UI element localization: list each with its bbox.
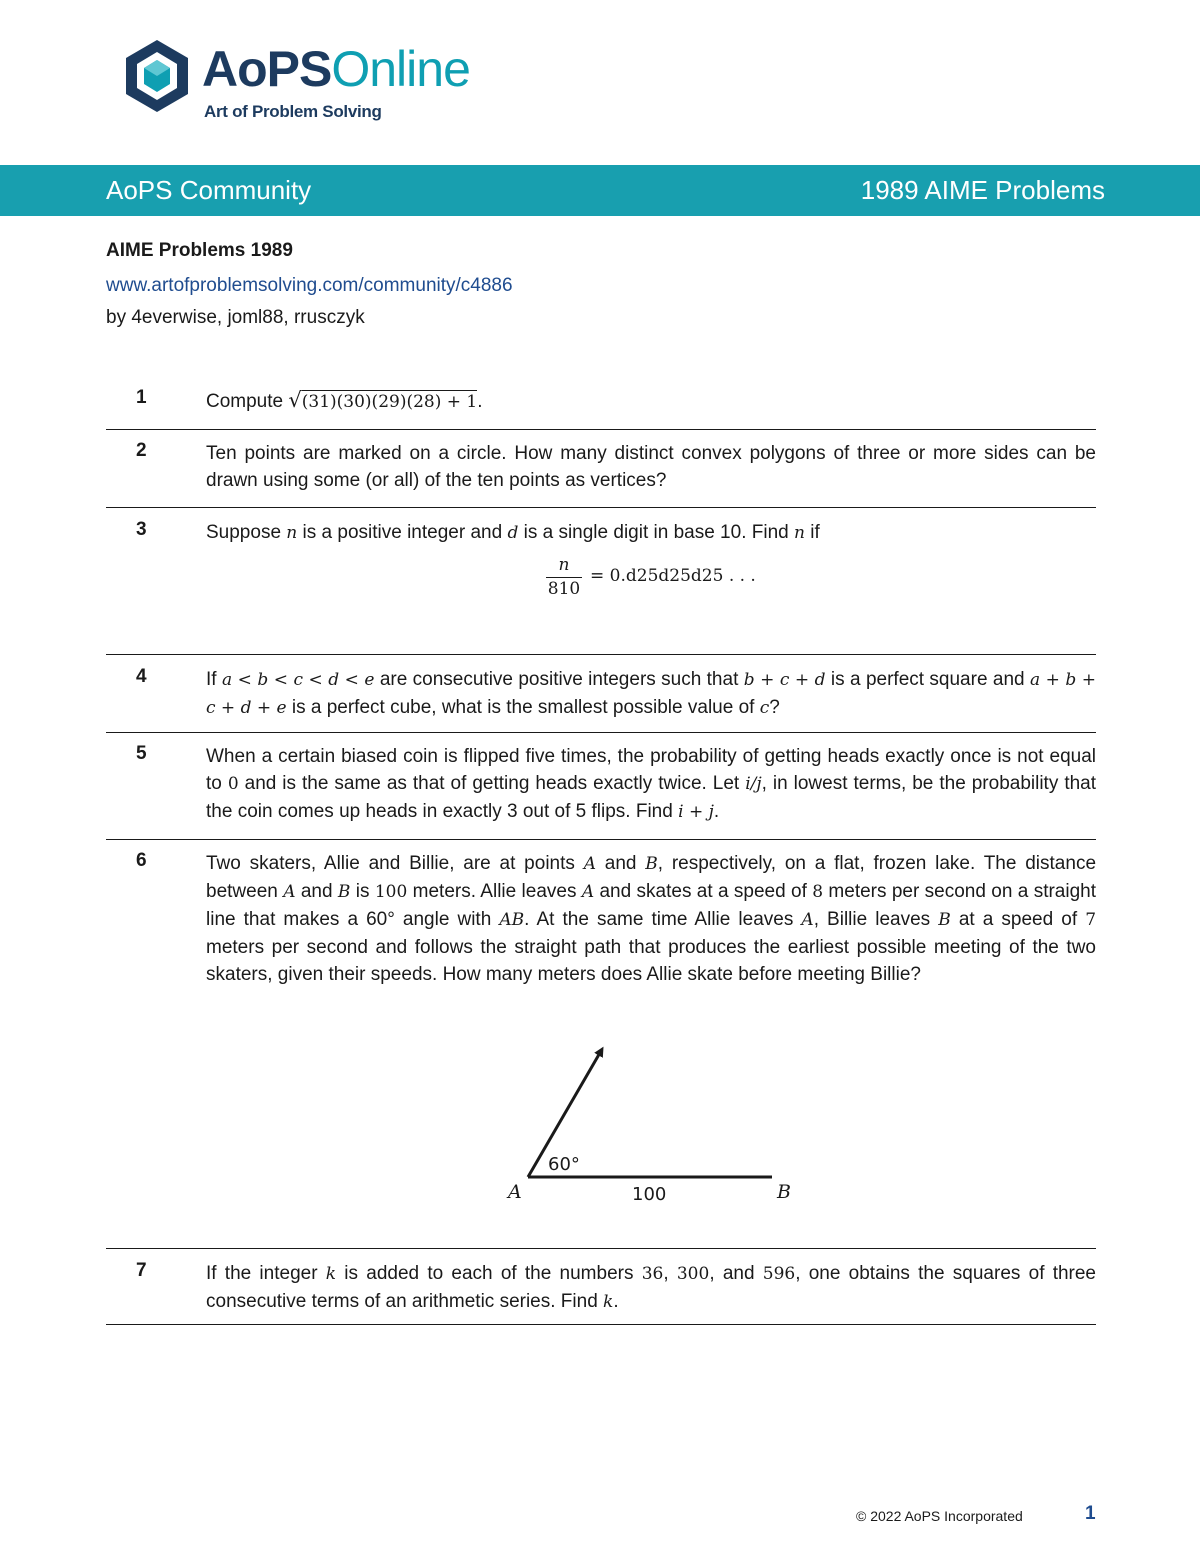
banner-community-label: AoPS Community: [106, 175, 312, 205]
logo-tagline: Art of Problem Solving: [204, 102, 382, 121]
page-number: 1: [1085, 1503, 1096, 1524]
problem-number: 6: [136, 850, 147, 871]
sqrt-expression: √(31)(30)(29)(28) + 1: [288, 388, 478, 412]
display-equation: [546, 555, 846, 605]
aops-cube-icon: [124, 38, 190, 114]
fraction: n 810: [547, 555, 581, 599]
community-link[interactable]: www.artofproblemsolving.com/community/c4886: [106, 275, 513, 296]
problem-text: Two skaters, Allie and Billie, are at points A and B, respectively, on a flat, frozen lake. The distance between A and B is 100 meters. Allie leaves A and skates at a speed of 8 meters per second on a straight line that makes a 60° angle with AB. At the same time Allie leaves A, Billie leaves B at a speed of 7 meters per second and follows the straight path that produces the earliest possible meeting of the two skaters, given their speeds. How many meters does Allie skate before meeting Billie?: [206, 853, 1097, 985]
document-title: AIME Problems 1989: [106, 240, 293, 261]
problem-number: 2: [136, 440, 147, 461]
point-a-label: A: [508, 1181, 522, 1203]
problem-text: When a certain biased coin is flipped five times, the probability of getting heads exactly once is not equal to 0 and is the same as that of getting heads exactly twice. Let i/j, in lowest terms, be the probability that the coin comes up heads in exactly 3 out of 5 flips. Find i + j.: [206, 746, 1097, 822]
problem-4: [106, 666, 1096, 733]
problem-7: [106, 1260, 1096, 1325]
copyright-notice: © 2022 AoPS Incorporated: [856, 1508, 1023, 1524]
header-banner: [0, 165, 1200, 216]
problem-number: 5: [136, 743, 147, 764]
problem-text: Compute √(31)(30)(29)(28) + 1.: [206, 388, 483, 412]
length-label: 100: [632, 1184, 667, 1205]
angle-label: 60°: [548, 1154, 580, 1175]
authors-line: by 4everwise, joml88, rrusczyk: [106, 307, 365, 328]
problem-number: 3: [136, 519, 147, 540]
equation-rhs: = 0.d25d25d25 . . .: [590, 566, 756, 586]
point-b-label: B: [777, 1181, 791, 1203]
problem-1: [106, 387, 1096, 430]
problem-number: 7: [136, 1260, 147, 1281]
problem-text: If the integer k is added to each of the numbers 36, 300, and 596, one obtains the squares of three consecutive terms of an arithmetic series. Find k.: [206, 1263, 1097, 1312]
problem-text: If a < b < c < d < e are consecutive positive integers such that b + c + d is a perfect square and a + b + c + d + e is a perfect cube, what is the smallest possible value of c?: [206, 669, 1097, 718]
logo-brand-text: AoPSOnline: [202, 41, 470, 97]
problem-text: Suppose n is a positive integer and d is a single digit in base 10. Find n if: [206, 522, 820, 543]
problem-number: 1: [136, 387, 147, 408]
aops-online-logo: [124, 38, 524, 128]
skaters-diagram: [490, 1040, 810, 1210]
problem-text: Ten points are marked on a circle. How many distinct convex polygons of three or more sides can be drawn using some (or all) of the ten points as vertices?: [206, 443, 1096, 491]
banner-contest-title: 1989 AIME Problems: [860, 175, 1105, 205]
problem-number: 4: [136, 666, 147, 687]
problem-5: [106, 743, 1096, 840]
problem-3: [106, 519, 1096, 655]
problem-2: [106, 440, 1096, 508]
